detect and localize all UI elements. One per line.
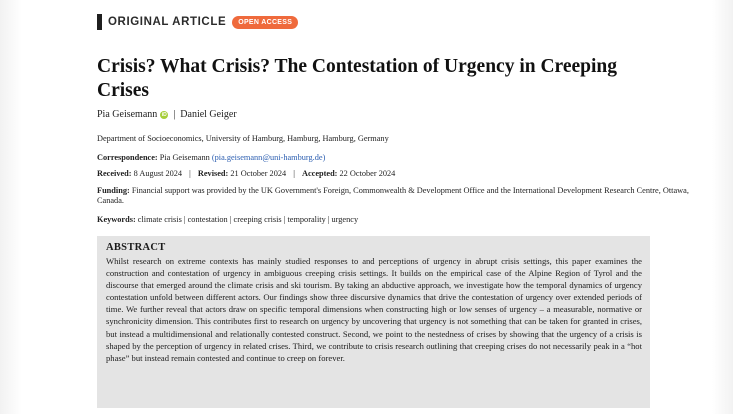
correspondence-name: Pia Geisemann: [159, 153, 210, 162]
author-name[interactable]: Pia Geisemann: [97, 109, 158, 120]
author-separator: |: [173, 109, 176, 120]
funding: [97, 186, 707, 206]
date-separator: |: [293, 169, 295, 178]
abstract-box: [97, 236, 650, 408]
correspondence: [97, 153, 707, 163]
article-type-label: ORIGINAL ARTICLE: [108, 16, 227, 28]
correspondence-label: Correspondence:: [97, 153, 158, 162]
funding-text: Financial support was provided by the UK Government's Foreign, Commonwealth & Development Office and the International Development Research Centre, Ottawa, Canada.: [97, 186, 689, 205]
revised-date: 21 October 2024: [230, 169, 287, 178]
header-bar: [97, 14, 102, 30]
funding-label: Funding:: [97, 186, 130, 195]
open-access-badge[interactable]: OPEN ACCESS: [232, 16, 298, 29]
revised-label: Revised:: [197, 169, 229, 178]
abstract-heading: ABSTRACT: [106, 242, 166, 253]
orcid-icon[interactable]: iD: [161, 111, 167, 118]
affiliation: Department of Socioeconomics, University of Hamburg, Hamburg, Hamburg, Germany: [97, 134, 389, 143]
accepted-label: Accepted:: [301, 169, 338, 178]
article-header: [97, 14, 298, 30]
received-label: Received:: [97, 169, 132, 178]
correspondence-email-link[interactable]: (pia.geisemann@uni-hamburg.de): [211, 153, 326, 162]
author-list: [97, 109, 237, 120]
article-title: Crisis? What Crisis? The Contestation of Urgency in Creeping Crises: [97, 56, 618, 101]
keywords: [97, 215, 707, 225]
abstract-body: Whilst research on extreme contexts has mainly studied responses to and perceptions of urgency in abrupt crisis settings, this paper examines the construction and contestation of urgency in ambiguous creeping crisis settings. It builds on the empirical case of the Alpine Region of Tyrol and the discourse that emerged around the climate crisis and ski tourism. By taking an abductive approach, we investigate how the temporal dynamics of urgency contestation unfold between different actors. Our findings show three discursive dynamics that drive the contestation of urgency over extended periods of time. We further reveal that actors draw on specific temporal dimensions when constructing high or low senses of urgency – a measurable, normative or synchronicity dimension. This contributes first to research on urgency by uncovering that urgency is not something that can be taken for granted in crises, but instead a multidimensional and relationally contested construct. Second, we point to the nestedness of crises by showing that the urgency of a crisis is shaped by the perception of urgency in related crises. Third, we contribute to crisis research outlining that creeping crises do not necessarily peak in a “hot phase” but instead remain contested and continue to creep on forever.: [106, 256, 642, 363]
article-dates: [97, 169, 707, 179]
keywords-label: Keywords:: [97, 215, 136, 224]
author-name[interactable]: Daniel Geiger: [180, 109, 237, 120]
received-date: 8 August 2024: [133, 169, 183, 178]
keywords-text: climate crisis | contestation | creeping crisis | temporality | urgency: [137, 215, 359, 224]
accepted-date: 22 October 2024: [339, 169, 396, 178]
date-separator: |: [189, 169, 191, 178]
